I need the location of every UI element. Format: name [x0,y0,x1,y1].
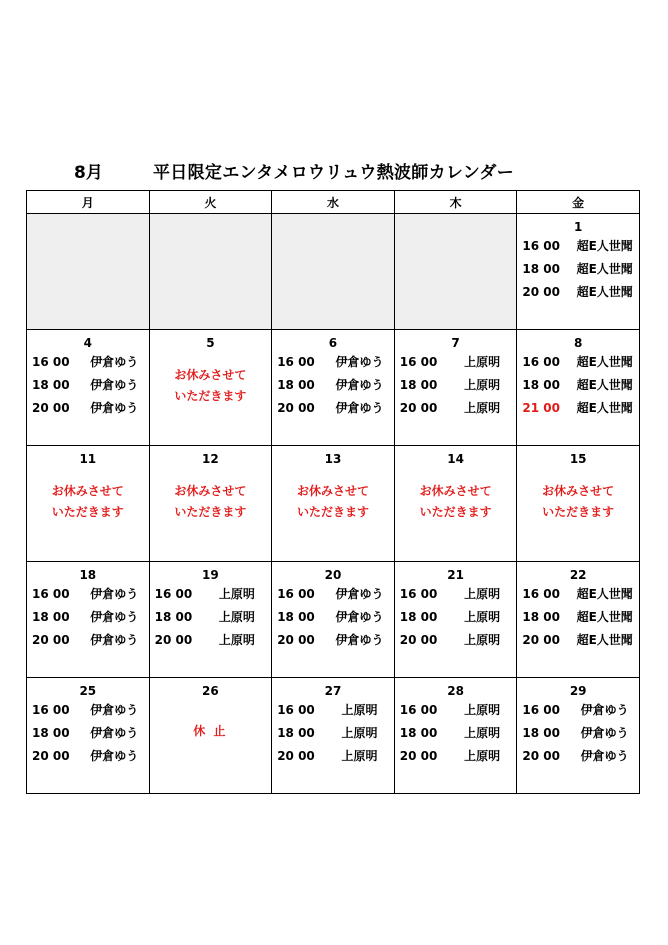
day-cell [517,562,640,678]
slot-performer: 超E人世聞 [576,587,633,601]
slot-performer: 伊倉ゆう [90,355,139,369]
slot-time: 18 00 [522,262,560,276]
day-number: 21 [447,568,464,582]
slot-performer: 上原明 [218,633,255,647]
day-number: 20 [324,568,342,582]
day-off-note [517,481,639,523]
day-cell [149,678,272,794]
schedule-slot [27,374,149,397]
schedule-slot [517,699,639,722]
schedule-slot [27,629,149,652]
day-number: 19 [202,568,219,582]
day-number: 1 [574,220,583,234]
slot-performer: 超E人世聞 [576,401,633,415]
day-number: 8 [574,336,583,350]
schedule-slot [27,722,149,745]
slot-performer: 超E人世聞 [576,262,633,276]
slot-time: 16 00 [522,703,560,717]
slot-time: 16 00 [154,587,193,601]
schedule-slot [395,606,517,629]
weekday-mon: 月 [27,191,150,214]
day-cell [517,330,640,446]
day-number: 12 [202,452,219,466]
day-cell [517,678,640,794]
slot-time: 20 00 [522,749,560,763]
slot-time: 16 00 [277,355,315,369]
schedule-slot [27,745,149,768]
day-number: 14 [447,452,464,466]
slot-performer: 超E人世聞 [576,378,633,392]
day-number: 26 [202,684,219,698]
slot-performer: 伊倉ゆう [335,587,384,601]
schedule-slot [395,745,517,768]
slot-performer: 伊倉ゆう [580,726,629,740]
schedule-slot [272,745,394,768]
week-row [27,446,640,562]
schedule-slot [272,606,394,629]
slot-performer: 伊倉ゆう [90,703,139,717]
slot-performer: 伊倉ゆう [580,703,629,717]
slot-performer: 上原明 [341,749,378,763]
slot-time: 16 00 [399,587,438,601]
week-row [27,562,640,678]
slot-performer: 伊倉ゆう [90,401,139,415]
slot-performer: 伊倉ゆう [580,749,629,763]
slot-time: 20 00 [154,633,193,647]
slot-time: 20 00 [522,285,560,299]
schedule-slot [272,397,394,420]
day-cell [394,330,517,446]
slot-time: 18 00 [399,726,438,740]
day-cell [394,446,517,562]
slot-time: 20 00 [277,633,315,647]
day-cell [149,330,272,446]
day-cell [272,446,395,562]
schedule-slot [272,374,394,397]
slot-time: 20 00 [32,633,70,647]
empty-day-cell [272,214,395,330]
note-line: いただきます [174,389,247,403]
schedule-slot [272,629,394,652]
weekday-header-row [27,191,640,214]
day-number: 27 [324,684,342,698]
day-cell [27,330,150,446]
day-number: 22 [569,568,587,582]
schedule-slot [395,351,517,374]
slot-performer: 伊倉ゆう [90,587,139,601]
schedule-slot [517,374,639,397]
slot-time: 16 00 [522,239,560,253]
schedule-slot [517,583,639,606]
day-cell [272,562,395,678]
slot-time: 20 00 [399,401,438,415]
schedule-slot [517,606,639,629]
slot-time: 20 00 [399,749,438,763]
slot-time: 18 00 [522,726,560,740]
note-line: いただきます [51,505,124,519]
schedule-slot [517,351,639,374]
schedule-slot [517,235,639,258]
day-cell [394,678,517,794]
slot-time: 16 00 [277,703,315,717]
slot-performer: 伊倉ゆう [90,610,139,624]
slot-time: 20 00 [399,633,438,647]
weekday-fri: 金 [517,191,640,214]
calendar-title: 平日限定エンタメロウリュウ熱波師カレンダー [153,163,515,183]
slot-time: 18 00 [277,378,315,392]
slot-time: 16 00 [522,355,560,369]
slot-time: 18 00 [277,610,315,624]
calendar-body [27,214,640,794]
day-cell [149,562,272,678]
slot-time: 18 00 [32,378,70,392]
slot-time: 18 00 [154,610,193,624]
note-line: いただきます [419,505,492,519]
day-number: 18 [79,568,97,582]
day-off-note [150,481,272,523]
slot-performer: 伊倉ゆう [90,633,139,647]
slot-performer: 伊倉ゆう [335,355,384,369]
slot-time: 20 00 [32,749,70,763]
slot-time: 16 00 [399,355,438,369]
slot-time: 18 00 [32,610,70,624]
schedule-slot [517,745,639,768]
slot-time: 20 00 [522,633,560,647]
note-line: お休みさせて [174,368,247,382]
slot-time: 16 00 [32,587,70,601]
schedule-slot [272,351,394,374]
schedule-slot [150,583,272,606]
note-line: 休 止 [193,724,228,738]
schedule-slot [517,722,639,745]
calendar-table [26,190,640,794]
day-cell [272,330,395,446]
schedule-slot [395,583,517,606]
day-number: 7 [451,336,460,350]
schedule-slot [395,629,517,652]
slot-time: 20 00 [277,749,315,763]
month-label: 8月 [74,163,103,183]
schedule-slot [395,374,517,397]
slot-time: 18 00 [399,378,438,392]
day-number: 25 [79,684,97,698]
note-line: いただきます [174,505,247,519]
schedule-slot [27,351,149,374]
slot-time: 21 00 [522,401,560,415]
day-number: 28 [447,684,464,698]
day-cell [517,446,640,562]
week-row [27,214,640,330]
day-number: 5 [206,336,215,350]
slot-performer: 上原明 [464,355,501,369]
slot-performer: 伊倉ゆう [90,749,139,763]
slot-performer: 超E人世聞 [576,610,633,624]
day-number: 13 [324,452,342,466]
weekday-wed: 水 [272,191,395,214]
slot-performer: 伊倉ゆう [335,401,384,415]
schedule-slot [272,722,394,745]
weekday-thu: 木 [394,191,517,214]
slot-performer: 伊倉ゆう [90,726,139,740]
calendar-header [0,158,668,186]
slot-time: 18 00 [277,726,315,740]
slot-performer: 上原明 [464,401,501,415]
note-line: お休みさせて [51,484,124,498]
note-line: お休みさせて [174,484,247,498]
slot-time: 20 00 [32,401,70,415]
slot-performer: 伊倉ゆう [335,378,384,392]
schedule-slot [395,699,517,722]
schedule-slot [27,699,149,722]
schedule-slot [517,629,639,652]
day-off-note [27,481,149,523]
weekday-tue: 火 [149,191,272,214]
day-off-note [150,365,272,407]
day-number: 29 [569,684,587,698]
slot-performer: 超E人世聞 [576,239,633,253]
slot-time: 16 00 [32,703,70,717]
slot-performer: 上原明 [464,587,501,601]
slot-time: 18 00 [32,726,70,740]
closed-note [150,721,272,742]
slot-time: 16 00 [522,587,560,601]
day-off-note [272,481,394,523]
slot-time: 18 00 [522,610,560,624]
schedule-slot [27,397,149,420]
empty-day-cell [149,214,272,330]
slot-performer: 伊倉ゆう [90,378,139,392]
slot-performer: 伊倉ゆう [335,633,384,647]
day-cell [27,678,150,794]
schedule-slot [27,583,149,606]
slot-performer: 超E人世聞 [576,285,633,299]
week-row [27,678,640,794]
empty-day-cell [394,214,517,330]
note-line: お休みさせて [542,484,615,498]
slot-time: 18 00 [399,610,438,624]
slot-performer: 超E人世聞 [576,355,633,369]
slot-performer: 上原明 [464,378,501,392]
schedule-slot [517,281,639,304]
slot-time: 16 00 [277,587,315,601]
slot-performer: 上原明 [464,726,501,740]
day-cell [27,446,150,562]
slot-time: 18 00 [522,378,560,392]
note-line: いただきます [542,505,615,519]
slot-performer: 上原明 [464,610,501,624]
slot-time: 20 00 [277,401,315,415]
note-line: お休みさせて [296,484,369,498]
slot-performer: 上原明 [341,703,378,717]
slot-time: 16 00 [32,355,70,369]
schedule-slot [272,699,394,722]
day-cell [27,562,150,678]
schedule-slot [395,397,517,420]
day-cell [149,446,272,562]
day-number: 15 [569,452,587,466]
day-number: 6 [328,336,338,350]
schedule-slot [150,629,272,652]
day-number: 4 [83,336,92,350]
schedule-slot [395,722,517,745]
schedule-slot [27,606,149,629]
slot-performer: 上原明 [341,726,378,740]
slot-performer: 上原明 [464,633,501,647]
empty-day-cell [27,214,150,330]
note-line: いただきます [296,505,369,519]
slot-performer: 伊倉ゆう [335,610,384,624]
schedule-slot [150,606,272,629]
day-cell [394,562,517,678]
schedule-slot [517,258,639,281]
week-row [27,330,640,446]
note-line: お休みさせて [419,484,492,498]
slot-performer: 上原明 [218,610,255,624]
schedule-slot [272,583,394,606]
day-off-note [395,481,517,523]
day-cell [272,678,395,794]
day-cell [517,214,640,330]
schedule-slot [517,397,639,420]
slot-time: 16 00 [399,703,438,717]
slot-performer: 超E人世聞 [576,633,633,647]
slot-performer: 上原明 [218,587,255,601]
slot-performer: 上原明 [464,703,501,717]
day-number: 11 [79,452,97,466]
slot-performer: 上原明 [464,749,501,763]
